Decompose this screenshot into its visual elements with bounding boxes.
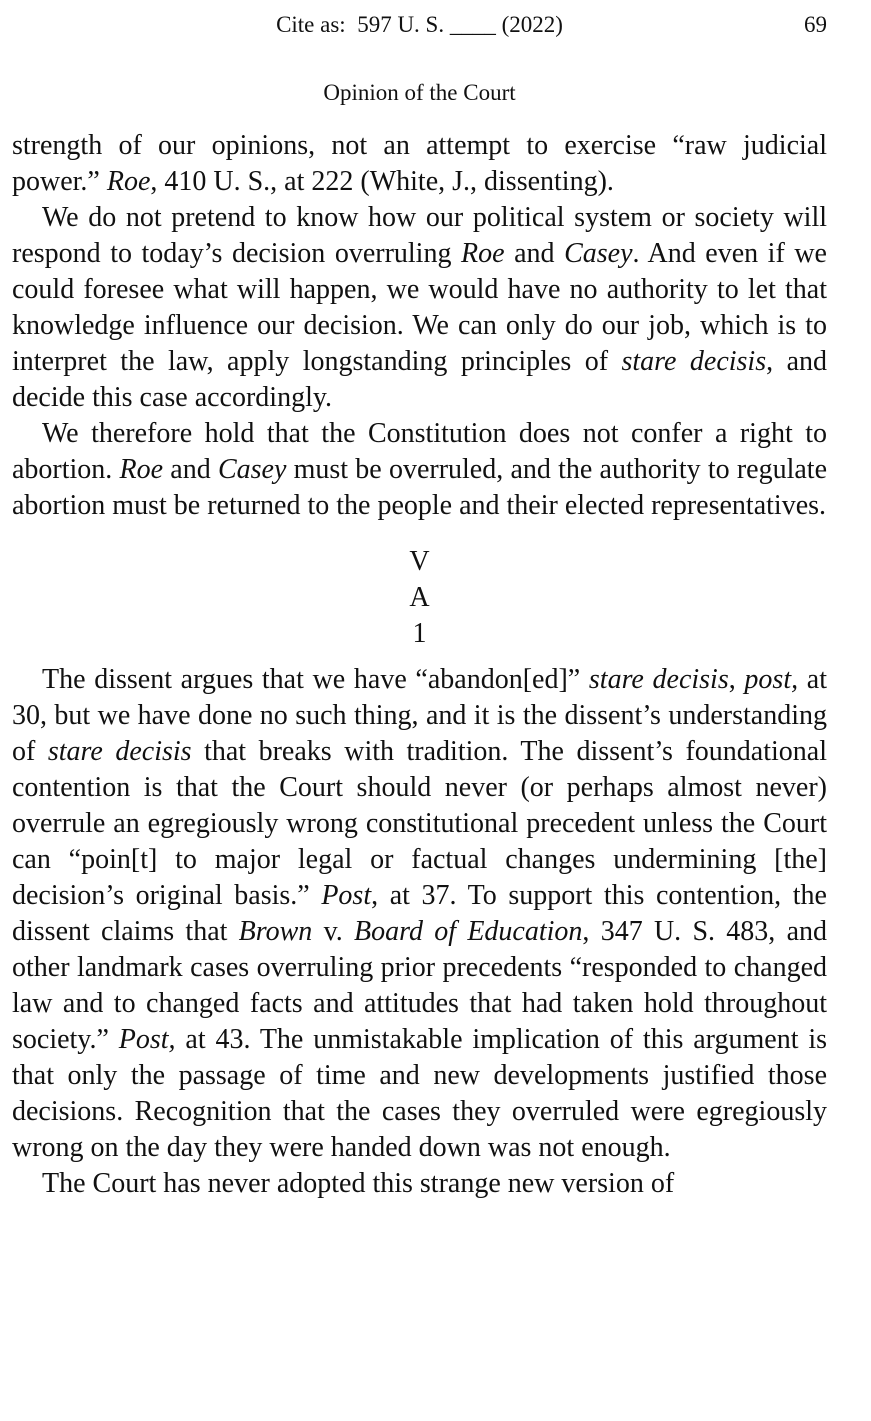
- text-run: The Court has never adopted this strange new version of: [42, 1168, 675, 1199]
- text-run: at 30, but we have done no such thing, and it is the dissent’s understanding of: [12, 664, 827, 767]
- paragraph: [12, 1166, 827, 1202]
- section-heading-subpart: A: [409, 582, 430, 613]
- text-run: We therefore hold that the Constitution does not confer a right to abortion.: [12, 418, 827, 485]
- italic-run: stare decisis: [588, 664, 729, 695]
- italic-run: Casey: [564, 238, 633, 269]
- text-run: at 43. The unmistakable implication of this argument is that only the passage of time and new developments justified those decisions. Recognition that the cases they overruled were egregiously wrong on the day they were handed down was not enough.: [12, 1024, 828, 1163]
- italic-run: Brown: [238, 916, 313, 947]
- paragraph: [12, 200, 827, 416]
- italic-run: Roe: [119, 454, 164, 485]
- opinion-label: Opinion of the Court: [323, 80, 516, 105]
- italic-run: post,: [744, 664, 799, 695]
- italic-run: Casey: [217, 454, 287, 485]
- text-run: v.: [312, 916, 355, 947]
- text-run: , at 37. To support this contention, the dissent claims that: [12, 880, 827, 947]
- italic-run: Post: [321, 880, 372, 911]
- italic-run: Post,: [118, 1024, 176, 1055]
- text-run: , 347 U. S. 483, and other landmark cases overruling prior precedents “responded to changed law and to changed facts and attitudes that had taken hold throughout society.”: [12, 916, 827, 1055]
- italic-run: Roe: [106, 166, 151, 197]
- italic-run: Roe: [461, 238, 505, 269]
- paragraph: [12, 416, 827, 524]
- text-run: must be overruled, and the authority to regulate abortion must be returned to the people and their elected representatives.: [12, 454, 827, 521]
- text-run: strength of our opinions, not an attempt to exercise “raw judicial power.”: [12, 130, 827, 197]
- text-run: We do not pretend to know how our political system or society will respond to today’s decision overruling: [12, 202, 827, 269]
- text-run: and: [163, 454, 218, 485]
- italic-run: stare decisis: [621, 346, 767, 377]
- section-heading-number: 1: [412, 618, 427, 649]
- citation-line: Cite as: 597 U. S. ____ (2022): [276, 12, 563, 37]
- paragraph: [12, 662, 827, 1166]
- text-run: The dissent argues that we have “abandon[ed]”: [42, 664, 589, 695]
- text-run: , 410 U. S., at 222 (White, J., dissenting).: [150, 166, 614, 197]
- text-run: and: [504, 238, 565, 269]
- italic-run: Board of Education: [354, 916, 583, 947]
- opinion-page: [12, 0, 827, 1202]
- italic-run: stare decisis: [47, 736, 192, 767]
- text-run: . And even if we could foresee what will happen, we would have no authority to let that knowledge influence our decision. We can only do our job, which is to interpret the law, apply longstanding principles of: [12, 238, 827, 377]
- page-number: 69: [804, 12, 827, 37]
- paragraph: [12, 128, 827, 200]
- body-text: [12, 128, 827, 1202]
- running-head: [12, 0, 827, 70]
- text-run: that breaks with tradition. The dissent’s foundational contention is that the Court should never (or perhaps almost never) overrule an egregiously wrong constitutional precedent unless the Court can “poin[t] to major legal or factual changes undermining [the] decision’s original basis.”: [12, 736, 827, 911]
- text-run: , and decide this case accordingly.: [12, 346, 828, 413]
- text-run: ,: [728, 664, 745, 695]
- section-headings: [12, 544, 827, 652]
- section-heading-part: V: [409, 546, 430, 577]
